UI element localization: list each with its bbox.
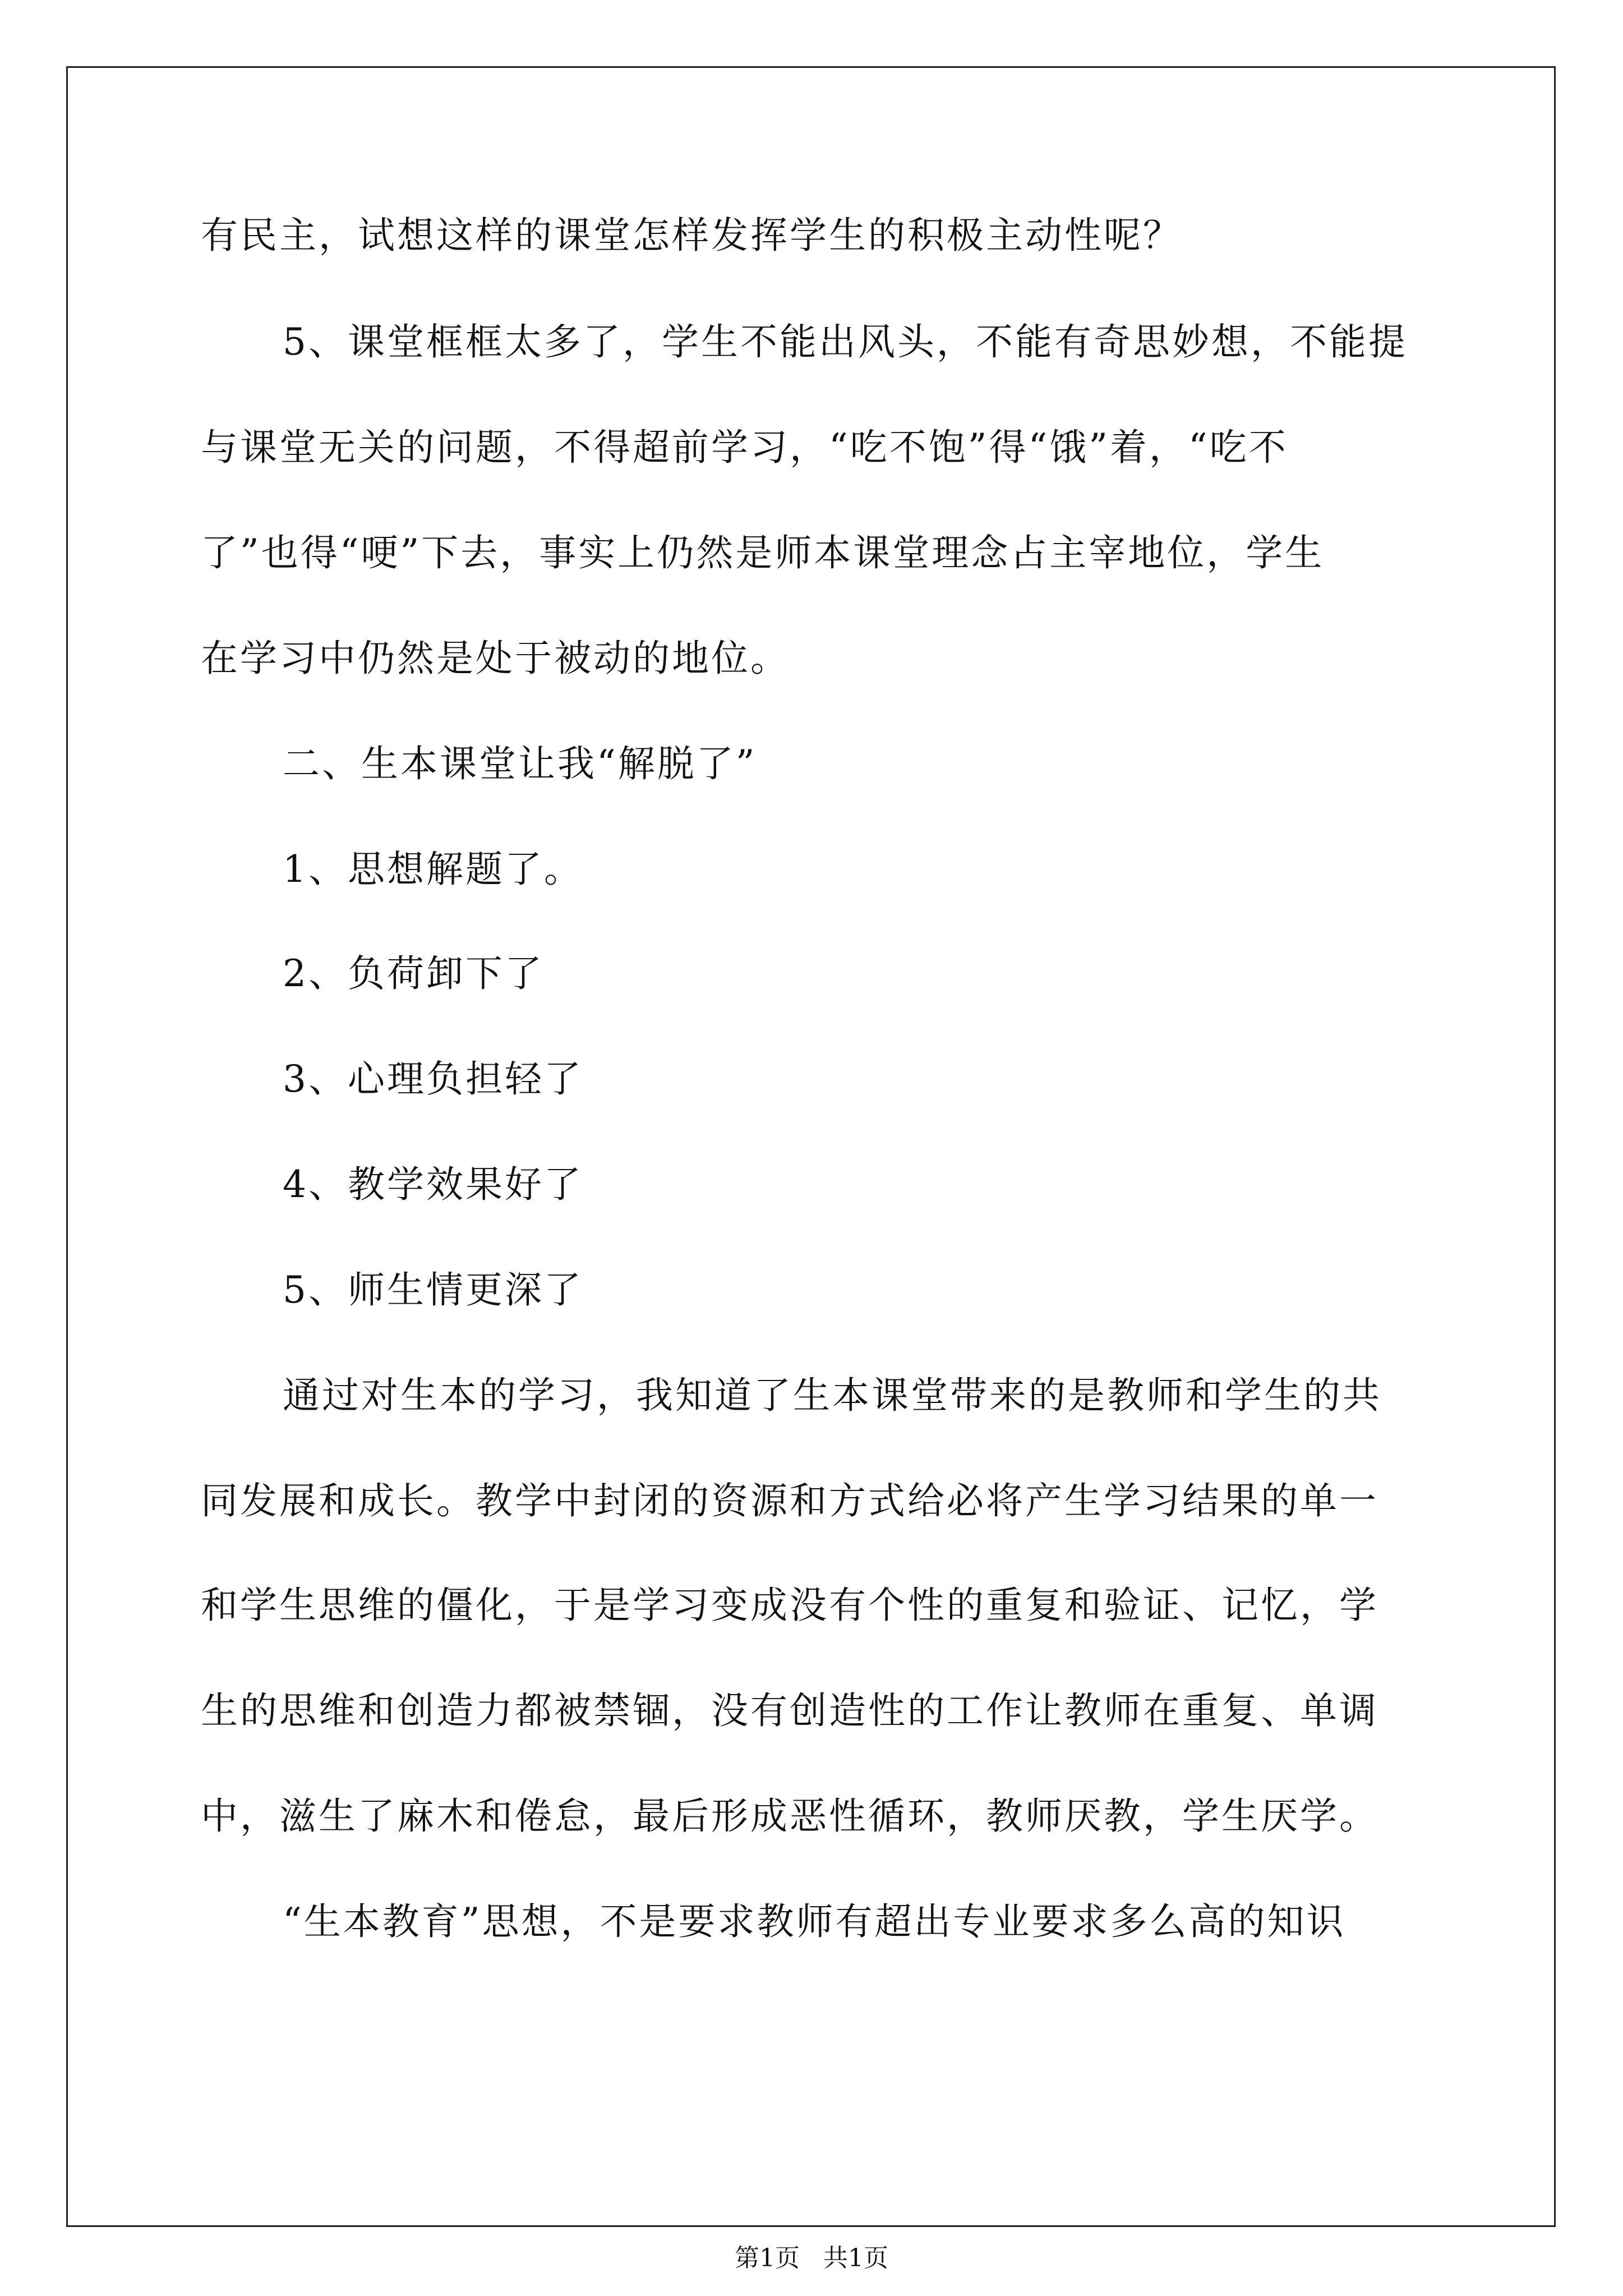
text-line-16: 中，滋生了麻木和倦怠，最后形成恶性循环，教师厌教，学生厌学。 bbox=[201, 1795, 1378, 1838]
text-line-1: 有民主，试想这样的课堂怎样发挥学生的积极主动性呢？ bbox=[201, 214, 1182, 257]
text-line-5: 在学习中仍然是处于被动的地位。 bbox=[201, 637, 790, 680]
list-item-4: 4、教学效果好了 bbox=[283, 1163, 583, 1206]
list-item-2: 2、负荷卸下了 bbox=[283, 952, 544, 995]
list-item-5: 5、师生情更深了 bbox=[283, 1268, 583, 1312]
text-line-12: 通过对生本的学习，我知道了生本课堂带来的是教师和学生的共 bbox=[283, 1374, 1382, 1417]
text-line-17: “生本教育”思想，不是要求教师有超出专业要求多么高的知识 bbox=[283, 1900, 1346, 1943]
text-line-3: 与课堂无关的问题，不得超前学习，“吃不饱”得“饿”着，“吃不 bbox=[201, 426, 1288, 469]
list-item-1: 1、思想解题了。 bbox=[283, 848, 583, 891]
section-heading: 二、生本课堂让我“解脱了” bbox=[283, 742, 757, 785]
text-line-14: 和学生思维的僵化，于是学习变成没有个性的重复和验证、记忆，学 bbox=[201, 1584, 1378, 1627]
page-footer: 第1页 共1页 bbox=[735, 2244, 888, 2272]
text-line-15: 生的思维和创造力都被禁锢，没有创造性的工作让教师在重复、单调 bbox=[201, 1689, 1378, 1732]
text-line-2: 5、课堂框框太多了，学生不能出风头，不能有奇思妙想，不能提 bbox=[283, 320, 1408, 364]
text-line-13: 同发展和成长。教学中封闭的资源和方式给必将产生学习结果的单一 bbox=[201, 1479, 1378, 1522]
list-item-3: 3、心理负担轻了 bbox=[283, 1057, 583, 1101]
text-line-4: 了”也得“哽”下去，事实上仍然是师本课堂理念占主宰地位，学生 bbox=[201, 531, 1325, 574]
